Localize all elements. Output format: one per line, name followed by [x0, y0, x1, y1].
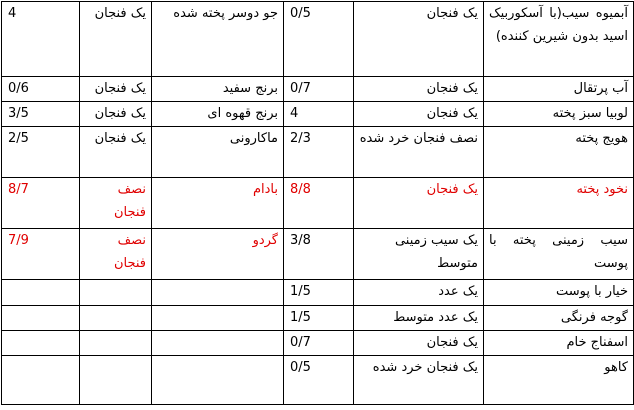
value-cell: 3/8 — [284, 229, 354, 280]
value-cell — [2, 356, 80, 405]
food-name-cell: بادام — [152, 178, 284, 229]
value-cell — [2, 331, 80, 356]
table-row — [2, 127, 634, 178]
value-cell: 2/3 — [284, 127, 354, 178]
table-row — [2, 280, 634, 306]
amount-cell: یک فنجان — [80, 77, 152, 102]
amount-cell: یک فنجان خرد شده — [354, 356, 484, 405]
amount-cell: نصف فنجان — [80, 178, 152, 229]
table-row — [2, 356, 634, 405]
food-name-cell: برنج سفید — [152, 77, 284, 102]
food-name-cell: ماکارونی — [152, 127, 284, 178]
value-cell: 3/5 — [2, 102, 80, 127]
table-row — [2, 229, 634, 280]
food-name-cell — [152, 280, 284, 306]
fiber-content-table — [1, 1, 634, 405]
food-name-cell: نخود پخته — [484, 178, 634, 229]
value-cell: 8/7 — [2, 178, 80, 229]
amount-cell: یک فنجان — [80, 127, 152, 178]
food-name-cell: کاهو — [484, 356, 634, 405]
value-cell: 1/5 — [284, 280, 354, 306]
food-name-cell: آبمیوه سیب(با آسکوربیک اسید بدون شیرین کننده) — [484, 2, 634, 77]
value-cell: 2/5 — [2, 127, 80, 178]
table-row — [2, 2, 634, 77]
food-name-cell: سیب زمینی پخته با پوست — [484, 229, 634, 280]
value-cell: 0/7 — [284, 77, 354, 102]
amount-cell — [80, 306, 152, 331]
value-cell — [2, 280, 80, 306]
table-row — [2, 331, 634, 356]
food-name-cell: لوبیا سبز پخته — [484, 102, 634, 127]
food-name-cell: آب پرتقال — [484, 77, 634, 102]
amount-cell: یک فنجان — [354, 102, 484, 127]
value-cell — [2, 306, 80, 331]
food-name-cell: جو دوسر پخته شده — [152, 2, 284, 77]
value-cell: 0/6 — [2, 77, 80, 102]
amount-cell: یک سیب زمینی متوسط — [354, 229, 484, 280]
value-cell: 4 — [2, 2, 80, 77]
food-name-cell: گوجه فرنگی — [484, 306, 634, 331]
amount-cell — [80, 331, 152, 356]
food-name-cell — [152, 356, 284, 405]
amount-cell — [80, 280, 152, 306]
table-row — [2, 102, 634, 127]
amount-cell: یک فنجان — [354, 77, 484, 102]
value-cell: 0/5 — [284, 2, 354, 77]
food-name-cell — [152, 306, 284, 331]
amount-cell: نصف فنجان خرد شده — [354, 127, 484, 178]
amount-cell: یک فنجان — [354, 178, 484, 229]
amount-cell: یک عدد متوسط — [354, 306, 484, 331]
amount-cell: یک عدد — [354, 280, 484, 306]
value-cell: 4 — [284, 102, 354, 127]
amount-cell: نصف فنجان — [80, 229, 152, 280]
value-cell: 0/5 — [284, 356, 354, 405]
value-cell: 1/5 — [284, 306, 354, 331]
amount-cell — [80, 356, 152, 405]
value-cell: 8/8 — [284, 178, 354, 229]
food-name-cell — [152, 331, 284, 356]
food-name-cell: گردو — [152, 229, 284, 280]
value-cell: 7/9 — [2, 229, 80, 280]
food-name-cell: برنج قهوه ای — [152, 102, 284, 127]
table-row — [2, 77, 634, 102]
food-name-cell: اسفناج خام — [484, 331, 634, 356]
value-cell: 0/7 — [284, 331, 354, 356]
food-name-cell: هویج پخته — [484, 127, 634, 178]
amount-cell: یک فنجان — [354, 2, 484, 77]
food-name-cell: خیار با پوست — [484, 280, 634, 306]
amount-cell: یک فنجان — [80, 102, 152, 127]
amount-cell: یک فنجان — [354, 331, 484, 356]
table-row — [2, 178, 634, 229]
amount-cell: یک فنجان — [80, 2, 152, 77]
table-row — [2, 306, 634, 331]
